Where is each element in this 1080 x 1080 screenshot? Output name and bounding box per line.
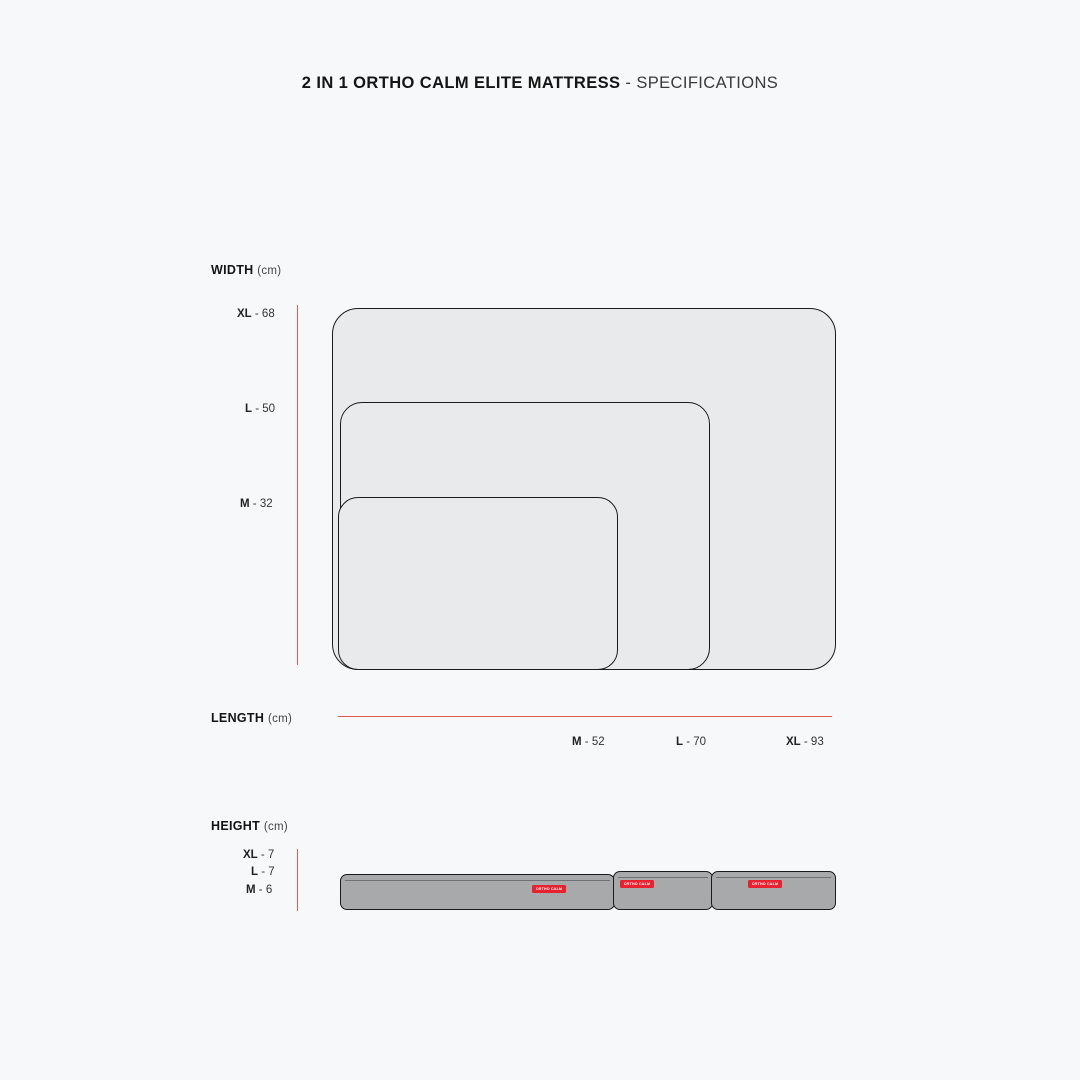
length-axis-unit: (cm) [267,713,293,725]
width-tick-l-value: - 50 [255,403,276,415]
height-tick-m-value: - 6 [258,884,273,896]
width-axis-rule [297,305,298,665]
length-axis-label [211,711,292,725]
seam-line-m [345,880,610,881]
length-tick-l-value: - 70 [686,736,707,748]
height-tick-m-size: M [246,884,256,896]
width-axis-label [211,263,281,277]
width-axis-unit: (cm) [257,265,282,277]
brand-badge-l: ORTHO CALM [620,880,654,888]
mattress-side-view-m [340,874,615,910]
height-axis-label [211,819,288,833]
mattress-side-view-l [613,871,713,910]
length-tick-xl-value: - 93 [803,736,824,748]
length-axis-label-text: LENGTH [211,711,265,725]
width-tick-l-size: L [245,403,253,415]
mattress-top-view-m [338,497,618,670]
page-title-main: 2 IN 1 ORTHO CALM ELITE MATTRESS [301,74,621,92]
height-axis-label-text: HEIGHT [211,819,261,833]
length-tick-xl [786,736,824,748]
length-tick-l-size: L [676,736,684,748]
page-title [0,74,1080,93]
height-tick-l-size: L [251,866,259,878]
page-title-sub: - SPECIFICATIONS [620,74,779,92]
seam-line-xl [716,877,831,878]
mattress-side-view-xl [711,871,836,910]
height-axis-unit: (cm) [263,821,289,833]
length-tick-xl-size: XL [786,736,801,748]
width-tick-l [245,403,275,415]
length-tick-m-size: M [572,736,582,748]
height-tick-xl-size: XL [243,849,258,861]
height-tick-l [251,866,275,878]
width-tick-m-value: - 32 [252,498,273,510]
width-tick-xl-value: - 68 [254,308,275,320]
width-tick-xl-size: XL [237,308,252,320]
height-tick-xl [243,849,274,861]
length-tick-m [572,736,605,748]
brand-badge-xl: ORTHO CALM [748,880,782,888]
height-tick-m [246,884,272,896]
width-tick-m [240,498,273,510]
width-axis-label-text: WIDTH [211,263,254,277]
length-axis-rule [338,716,832,717]
width-tick-m-size: M [240,498,250,510]
length-tick-l [676,736,706,748]
brand-badge-m: ORTHO CALM [532,885,566,893]
height-tick-l-value: - 7 [261,866,275,878]
height-axis-rule [297,849,298,911]
width-tick-xl [237,308,275,320]
length-tick-m-value: - 52 [584,736,605,748]
height-tick-xl-value: - 7 [260,849,275,861]
seam-line-l [618,877,708,878]
